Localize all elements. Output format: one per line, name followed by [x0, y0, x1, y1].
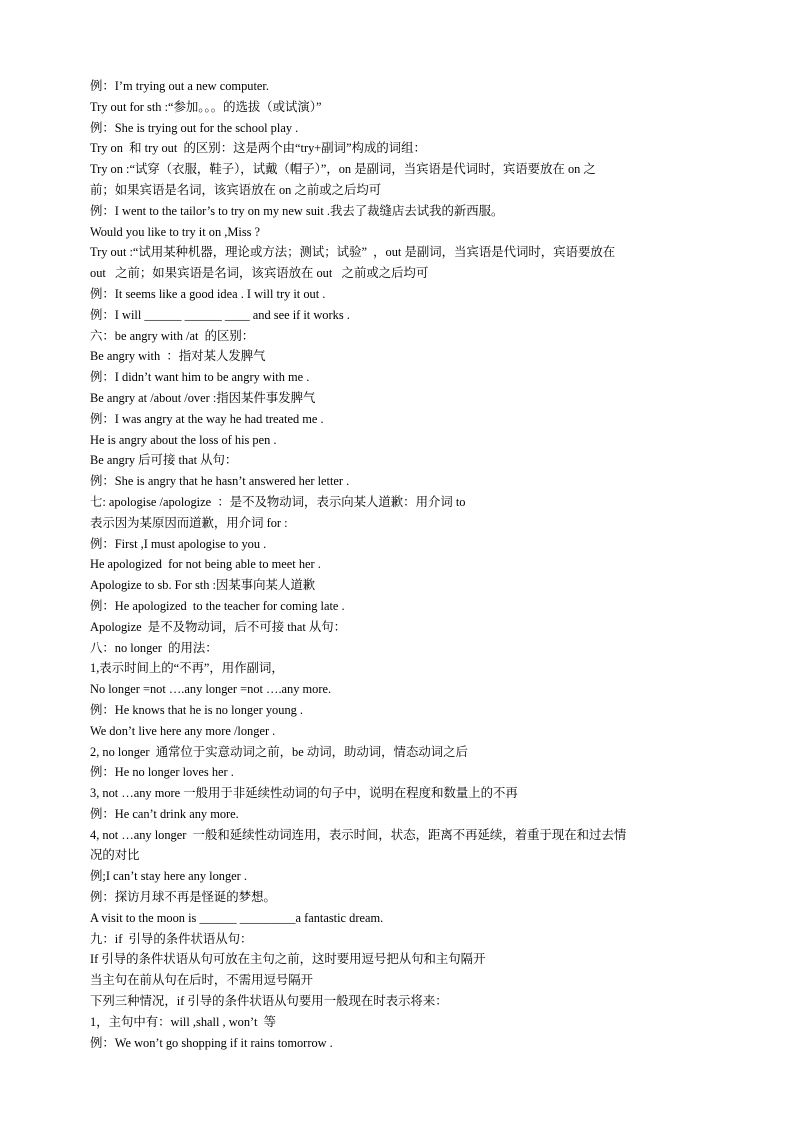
text-line: Try out :“试用某种机器，理论或方法；测试；试验” ，out 是副词，当宾语是代词时，宾语要放在	[90, 245, 616, 260]
text-line: 例：He apologized to the teacher for coming late .	[90, 598, 345, 613]
text-line: 表示因为某原因而道歉，用介词 for :	[90, 515, 288, 530]
text-line: 例：He can’t drink any more.	[90, 806, 239, 821]
text-line: He is angry about the loss of his pen .	[90, 432, 277, 447]
text-line: 例;I can’t stay here any longer .	[90, 869, 248, 884]
text-line: Try on :“试穿（衣服，鞋子），试戴（帽子）”，on 是副词，当宾语是代词时，宾语要放在 on 之	[90, 162, 596, 177]
text-line: Apologize 是不及物动词，后不可接 that 从句：	[90, 619, 347, 634]
text-line: 例：It seems like a good idea . I will try it out .	[90, 286, 326, 301]
text-line: 例：She is trying out for the school play .	[90, 120, 299, 135]
text-line: If 引导的条件状语从句可放在主句之前，这时要用逗号把从句和主句隔开	[90, 952, 486, 967]
text-line: 例：She is angry that he hasn’t answered her letter .	[90, 474, 350, 489]
text-line: Try out for sth :“参加。。。的选拔（或试演）”	[90, 99, 322, 114]
text-line: 2, no longer 通常位于实意动词之前，be 动词，助动词，情态动词之后	[90, 744, 468, 759]
text-line: 4, not …any longer 一般和延续性动词连用，表示时间，状态，距离不再延续，着重于现在和过去情	[90, 827, 627, 842]
text-line: Would you like to try it on ,Miss ?	[90, 224, 261, 239]
text-line: Be angry with ：指对某人发脾气	[90, 349, 266, 364]
text-line: 例：I went to the tailor’s to try on my new suit .我去了裁缝店去试我的新西服。	[90, 203, 504, 218]
text-line: 例：探访月球不再是怪诞的梦想。	[90, 890, 276, 905]
text-line: 例：He knows that he is no longer young .	[90, 702, 304, 717]
document-body	[90, 76, 708, 1053]
text-line: 例：First ,I must apologise to you .	[90, 536, 267, 551]
text-line: 况的对比	[90, 848, 140, 863]
text-line: 例：I was angry at the way he had treated me .	[90, 411, 324, 426]
text-line: 八：no longer 的用法：	[90, 640, 218, 655]
text-line: We don’t live here any more /longer .	[90, 723, 276, 738]
text-line: 1，主句中有：will ,shall , won’t 等	[90, 1014, 276, 1029]
text-line: 下列三种情况，if 引导的条件状语从句要用一般现在时表示将来：	[90, 994, 448, 1009]
text-line: 例：We won’t go shopping if it rains tomorrow .	[90, 1035, 333, 1050]
text-line: Try on 和 try out 的区别：这是两个由“try+副词”构成的词组：	[90, 141, 426, 156]
text-line: 例：I didn’t want him to be angry with me .	[90, 370, 310, 385]
text-line: out 之前；如果宾语是名词，该宾语放在 out 之前或之后均可	[90, 266, 429, 281]
text-line: No longer =not ….any longer =not ….any more.	[90, 682, 332, 697]
text-line: 3, not …any more 一般用于非延续性动词的句子中，说明在程度和数量上的不再	[90, 786, 518, 801]
text-line: A visit to the moon is ______ _________a fantastic dream.	[90, 910, 384, 925]
text-line: 前；如果宾语是名词，该宾语放在 on 之前或之后均可	[90, 182, 382, 197]
text-line: Be angry at /about /over :指因某件事发脾气	[90, 390, 316, 405]
text-line: He apologized for not being able to meet her .	[90, 557, 321, 572]
text-line: 六：be angry with /at 的区别：	[90, 328, 255, 343]
text-line: Apologize to sb. For sth :因某事向某人道歉	[90, 578, 316, 593]
text-line: 当主句在前从句在后时，不需用逗号隔开	[90, 973, 314, 988]
text-line: 九：if 引导的条件状语从句：	[90, 931, 253, 946]
text-line: 1,表示时间上的“不再”，用作副词，	[90, 661, 284, 676]
text-line: 例：I’m trying out a new computer.	[90, 79, 269, 93]
text-line: Be angry 后可接 that 从句：	[90, 453, 238, 468]
text-line: 七: apologise /apologize ：是不及物动词，表示向某人道歉：用介词 to	[90, 494, 466, 509]
text-line: 例：He no longer loves her .	[90, 765, 234, 780]
text-line: 例：I will ______ ______ ____ and see if it works .	[90, 307, 350, 322]
